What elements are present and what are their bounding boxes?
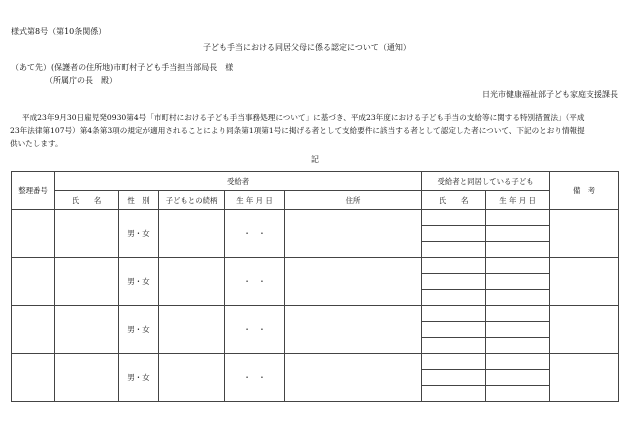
sex-cell: 男・女 (119, 306, 159, 354)
child-name-cell (422, 386, 486, 402)
sex-cell: 男・女 (119, 354, 159, 402)
remarks-cell (550, 306, 619, 354)
child-birth-cell (486, 322, 550, 338)
child-birth-cell (486, 242, 550, 258)
child-birth-cell (486, 210, 550, 226)
name-cell (55, 354, 119, 402)
sex-cell: 男・女 (119, 258, 159, 306)
child-birth-cell (486, 290, 550, 306)
child-name-cell (422, 338, 486, 354)
name-cell (55, 306, 119, 354)
address-cell (285, 354, 422, 402)
header-sex: 性 別 (119, 191, 159, 210)
child-name-cell (422, 258, 486, 274)
name-cell (55, 210, 119, 258)
header-birthdate: 生 年 月 日 (225, 191, 285, 210)
child-birth-cell (486, 258, 550, 274)
child-birth-cell (486, 226, 550, 242)
addressee-line-2: （所属庁の長 殿） (45, 76, 117, 85)
remarks-cell (550, 210, 619, 258)
child-name-cell (422, 370, 486, 386)
sex-cell: 男・女 (119, 210, 159, 258)
document-title: 子ども手当における同居父母に係る認定について（通知） (203, 43, 411, 52)
relation-cell (159, 306, 225, 354)
birthdate-cell: ・ ・ (225, 354, 285, 402)
birthdate-cell: ・ ・ (225, 210, 285, 258)
paragraph-line: 平成23年9月30日雇児発0930第4号「市町村における子ども手当事務処理について」に基づき、平成23年度における子ども手当の支給等に関する特別措置法」（平成 (22, 113, 585, 122)
child-birth-cell (486, 386, 550, 402)
child-birth-cell (486, 354, 550, 370)
child-name-cell (422, 226, 486, 242)
remarks-cell (550, 258, 619, 306)
birthdate-cell: ・ ・ (225, 258, 285, 306)
child-name-cell (422, 290, 486, 306)
paragraph-line: 23年法律第107号）第4条第3項の規定が適用されることにより同条第1項第1号に掲げる者として支給要件に該当する者として認定した者について、下記のとおり情報提 (10, 126, 585, 135)
birthdate-cell: ・ ・ (225, 306, 285, 354)
header-child-group: 受給者と同居している子ども (422, 172, 550, 191)
ki-heading: 記 (311, 155, 319, 164)
recipient-table (11, 171, 619, 402)
child-birth-cell (486, 370, 550, 386)
relation-cell (159, 258, 225, 306)
form-number: 様式第8号（第10条関係） (11, 27, 107, 36)
child-name-cell (422, 210, 486, 226)
child-birth-cell (486, 338, 550, 354)
child-birth-cell (486, 274, 550, 290)
remarks-cell (550, 354, 619, 402)
header-recipient-name: 氏 名 (55, 191, 119, 210)
child-name-cell (422, 354, 486, 370)
address-cell (285, 258, 422, 306)
seiri-cell (12, 258, 55, 306)
header-child-name: 氏 名 (422, 191, 486, 210)
relation-cell (159, 210, 225, 258)
header-relation: 子どもとの続柄 (159, 191, 225, 210)
header-seiri-number: 整理番号 (12, 172, 55, 210)
name-cell (55, 258, 119, 306)
seiri-cell (12, 354, 55, 402)
addressee-line-1: （あて先）(保護者の住所地)市町村子ども手当担当部局長 様 (11, 63, 234, 72)
child-name-cell (422, 242, 486, 258)
header-address: 住所 (285, 191, 422, 210)
child-name-cell (422, 274, 486, 290)
paragraph-line: 供いたします。 (10, 139, 63, 148)
child-name-cell (422, 322, 486, 338)
header-remarks: 備 考 (550, 172, 619, 210)
child-birth-cell (486, 306, 550, 322)
address-cell (285, 210, 422, 258)
header-child-birthdate: 生 年 月 日 (486, 191, 550, 210)
body-paragraph (10, 111, 618, 150)
address-cell (285, 306, 422, 354)
header-recipient-group: 受給者 (55, 172, 422, 191)
relation-cell (159, 354, 225, 402)
seiri-cell (12, 306, 55, 354)
sender-name: 日光市健康福祉部子ども家庭支援課長 (482, 90, 618, 99)
seiri-cell (12, 210, 55, 258)
child-name-cell (422, 306, 486, 322)
